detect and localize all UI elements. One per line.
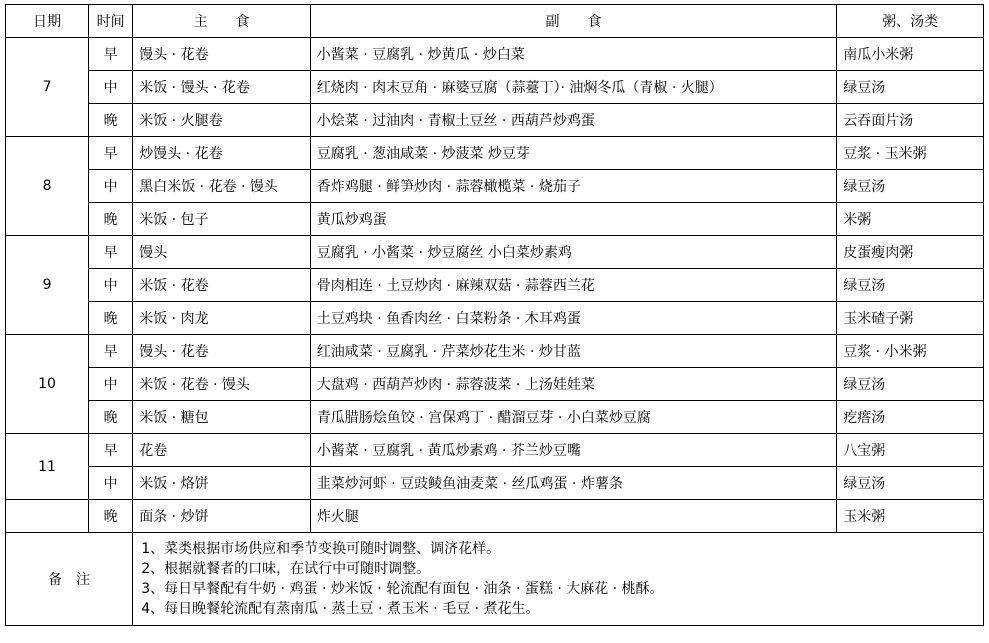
side-cell: 豆腐乳 · 小酱菜 · 炒豆腐丝 小白菜炒素鸡 (310, 236, 836, 269)
time-cell: 早 (89, 38, 133, 71)
side-cell: 黄瓜炒鸡蛋 (310, 203, 836, 236)
table-row (6, 104, 984, 137)
menu-table (5, 4, 984, 626)
date-cell: 10 (6, 335, 89, 434)
table-row (6, 236, 984, 269)
table-row (6, 38, 984, 71)
side-cell: 豆腐乳 · 葱油咸菜 · 炒菠菜 炒豆芽 (310, 137, 836, 170)
time-cell: 早 (89, 236, 133, 269)
notes-row (6, 533, 984, 626)
table-row (6, 368, 984, 401)
date-cell: 9 (6, 236, 89, 335)
main-cell: 黑白米饭 · 花卷 · 馒头 (133, 170, 311, 203)
note-line: 1、菜类根据市场供应和季节变换可随时调整、调济花样。 (141, 541, 501, 557)
side-cell: 红烧肉 · 肉末豆角 · 麻婆豆腐（蒜薹丁）· 油焖冬瓜（青椒 · 火腿） (310, 71, 836, 104)
soup-cell: 绿豆汤 (837, 269, 984, 302)
date-cell-empty (6, 500, 89, 533)
header-main: 主 食 (133, 5, 311, 38)
side-cell: 香炸鸡腿 · 鲜笋炒肉 · 蒜蓉橄榄菜 · 烧茄子 (310, 170, 836, 203)
soup-cell: 绿豆汤 (837, 71, 984, 104)
main-cell: 米饭 · 烙饼 (133, 467, 311, 500)
header-row (6, 5, 984, 38)
soup-cell: 豆浆 · 玉米粥 (837, 137, 984, 170)
table-row (6, 71, 984, 104)
soup-cell: 绿豆汤 (837, 467, 984, 500)
time-cell: 中 (89, 368, 133, 401)
table-row (6, 467, 984, 500)
time-cell: 中 (89, 170, 133, 203)
soup-cell: 绿豆汤 (837, 368, 984, 401)
time-cell: 晚 (89, 302, 133, 335)
date-cell: 8 (6, 137, 89, 236)
main-cell: 馒头 · 花卷 (133, 335, 311, 368)
time-cell: 中 (89, 269, 133, 302)
table-row (6, 500, 984, 533)
main-cell: 米饭 · 包子 (133, 203, 311, 236)
table-row (6, 335, 984, 368)
main-cell: 馒头 · 花卷 (133, 38, 311, 71)
side-cell: 小酱菜 · 豆腐乳 · 炒黄瓜 · 炒白菜 (310, 38, 836, 71)
note-line: 4、每日晚餐轮流配有蒸南瓜 · 蒸土豆 · 煮玉米 · 毛豆 · 煮花生。 (141, 601, 540, 617)
side-cell: 红油咸菜 · 豆腐乳 · 芹菜炒花生米 · 炒甘蓝 (310, 335, 836, 368)
side-cell: 炸火腿 (310, 500, 836, 533)
time-cell: 晚 (89, 104, 133, 137)
soup-cell: 玉米碴子粥 (837, 302, 984, 335)
main-cell: 米饭 · 糖包 (133, 401, 311, 434)
soup-cell: 八宝粥 (837, 434, 984, 467)
soup-cell: 南瓜小米粥 (837, 38, 984, 71)
time-cell: 晚 (89, 203, 133, 236)
soup-cell: 云吞面片汤 (837, 104, 984, 137)
soup-cell: 疙瘩汤 (837, 401, 984, 434)
soup-cell: 皮蛋瘦肉粥 (837, 236, 984, 269)
header-time: 时间 (89, 5, 133, 38)
note-line: 3、每日早餐配有牛奶 · 鸡蛋 · 炒米饭 · 轮流配有面包 · 油条 · 蛋糕 · 大麻花 · 桃酥。 (141, 581, 664, 597)
side-cell: 小烩菜 · 过油肉 · 青椒土豆丝 · 西葫芦炒鸡蛋 (310, 104, 836, 137)
side-cell: 韭菜炒河虾 · 豆豉鲮鱼油麦菜 · 丝瓜鸡蛋 · 炸薯条 (310, 467, 836, 500)
date-cell: 7 (6, 38, 89, 137)
main-cell: 馒头 (133, 236, 311, 269)
main-cell: 米饭 · 肉龙 (133, 302, 311, 335)
table-row (6, 269, 984, 302)
side-cell: 土豆鸡块 · 鱼香肉丝 · 白菜粉条 · 木耳鸡蛋 (310, 302, 836, 335)
main-cell: 米饭 · 花卷 (133, 269, 311, 302)
time-cell: 早 (89, 434, 133, 467)
side-cell: 青瓜腊肠烩鱼饺 · 宫保鸡丁 · 醋溜豆芽 · 小白菜炒豆腐 (310, 401, 836, 434)
main-cell: 花卷 (133, 434, 311, 467)
time-cell: 晚 (89, 500, 133, 533)
notes-content (133, 533, 984, 626)
table-row (6, 434, 984, 467)
time-cell: 晚 (89, 401, 133, 434)
table-row (6, 302, 984, 335)
side-cell: 大盘鸡 · 西葫芦炒肉 · 蒜蓉菠菜 · 上汤娃娃菜 (310, 368, 836, 401)
soup-cell: 豆浆 · 小米粥 (837, 335, 984, 368)
table-row (6, 170, 984, 203)
time-cell: 中 (89, 467, 133, 500)
table-row (6, 401, 984, 434)
notes-label: 备 注 (6, 533, 133, 626)
side-cell: 骨肉相连 · 土豆炒肉 · 麻辣双菇 · 蒜蓉西兰花 (310, 269, 836, 302)
time-cell: 早 (89, 335, 133, 368)
soup-cell: 米粥 (837, 203, 984, 236)
note-line: 2、根据就餐者的口味，在试行中可随时调整。 (141, 561, 431, 577)
main-cell: 米饭 · 花卷 · 馒头 (133, 368, 311, 401)
table-row (6, 137, 984, 170)
header-soup: 粥、汤类 (837, 5, 984, 38)
time-cell: 中 (89, 71, 133, 104)
header-side: 副 食 (310, 5, 836, 38)
main-cell: 面条 · 炒饼 (133, 500, 311, 533)
time-cell: 早 (89, 137, 133, 170)
date-cell: 11 (6, 434, 89, 500)
main-cell: 米饭 · 火腿卷 (133, 104, 311, 137)
main-cell: 炒馒头 · 花卷 (133, 137, 311, 170)
side-cell: 小酱菜 · 豆腐乳 · 黄瓜炒素鸡 · 芥兰炒豆嘴 (310, 434, 836, 467)
soup-cell: 玉米粥 (837, 500, 984, 533)
table-row (6, 203, 984, 236)
header-date: 日期 (6, 5, 89, 38)
main-cell: 米饭 · 馒头 · 花卷 (133, 71, 311, 104)
soup-cell: 绿豆汤 (837, 170, 984, 203)
